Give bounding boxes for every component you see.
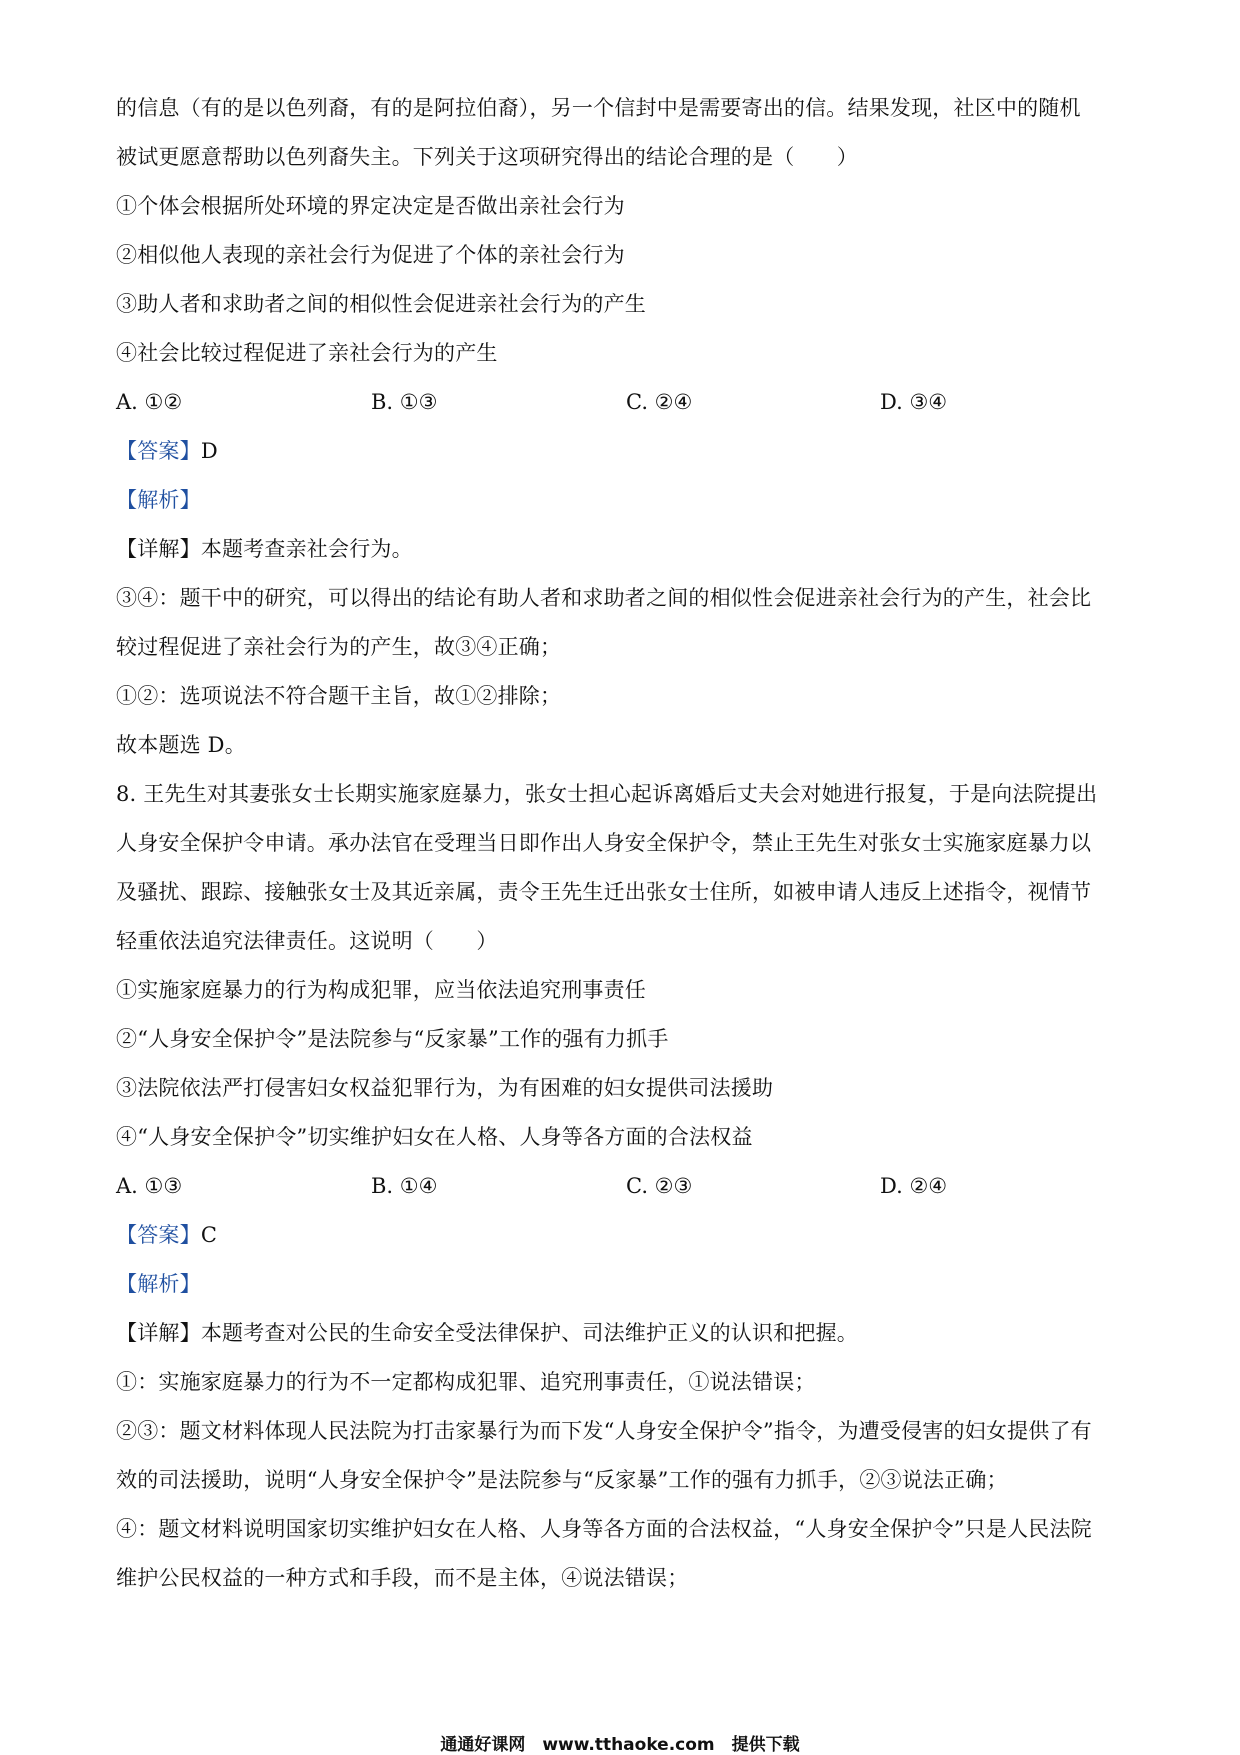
- q7-analysis-tag: 【解析】: [116, 488, 201, 512]
- q7-item-4: ④社会比较过程促进了亲社会行为的产生: [116, 341, 498, 365]
- q8-stem-line-2: 人身安全保护令申请。承办法官在受理当日即作出人身安全保护令，禁止王先生对张女士实施家庭暴力以: [116, 831, 1092, 855]
- q8-detail-text: 本题考查对公民的生命安全受法律保护、司法维护正义的认识和把握。: [200, 1321, 859, 1345]
- q8-stem-line-4: 轻重依法追究法律责任。这说明（ ）: [116, 929, 498, 953]
- q8-item-3: ③法院依法严打侵害妇女权益犯罪行为，为有困难的妇女提供司法援助: [116, 1076, 774, 1100]
- q7-explain-2: 较过程促进了亲社会行为的产生，故③④正确；: [116, 635, 562, 659]
- q7-option-a: A. ①②: [116, 390, 183, 414]
- q7-item-2: ②相似他人表现的亲社会行为促进了个体的亲社会行为: [116, 243, 625, 267]
- q8-detail-tag: 【详解】: [116, 1321, 201, 1345]
- q7-explain-3: ①②：选项说法不符合题干主旨，故①②排除；: [116, 684, 562, 708]
- q7-option-d: D. ③④: [880, 390, 948, 414]
- q8-answer-tag: 【答案】: [116, 1223, 201, 1247]
- q8-option-d: D. ②④: [880, 1174, 948, 1198]
- q8-answer: [116, 1220, 1136, 1250]
- q7-item-1: ①个体会根据所处环境的界定决定是否做出亲社会行为: [116, 194, 625, 218]
- q7-answer: [116, 436, 1136, 466]
- q8-explain-1: ①：实施家庭暴力的行为不一定都构成犯罪、追究刑事责任，①说法错误；: [116, 1370, 816, 1394]
- q7-detail-text: 本题考查亲社会行为。: [200, 537, 413, 561]
- q8-explain-2: ②③：题文材料体现人民法院为打击家暴行为而下发“人身安全保护令”指令，为遭受侵害的妇女提供了有: [116, 1419, 1092, 1443]
- q8-item-2: ②“人身安全保护令”是法院参与“反家暴”工作的强有力抓手: [116, 1027, 669, 1051]
- q7-answer-value: D: [200, 439, 218, 463]
- q8-explain-4: ④：题文材料说明国家切实维护妇女在人格、人身等各方面的合法权益，“人身安全保护令”只是人民法院: [116, 1517, 1092, 1541]
- q7-explain-1: ③④：题干中的研究，可以得出的结论有助人者和求助者之间的相似性会促进亲社会行为的产生，社会比: [116, 586, 1092, 610]
- q7-option-b: B. ①③: [371, 390, 438, 414]
- q8-option-b: B. ①④: [371, 1174, 438, 1198]
- q7-answer-tag: 【答案】: [116, 439, 201, 463]
- q8-stem-line-1: 8. 王先生对其妻张女士长期实施家庭暴力，张女士担心起诉离婚后丈夫会对她进行报复，于是向法院提出: [116, 782, 1098, 806]
- q7-detail-tag: 【详解】: [116, 537, 201, 561]
- page-footer: 通通好课网 www.tthaoke.com 提供下载: [440, 1735, 800, 1755]
- q7-explain-4: 故本题选 D。: [116, 733, 246, 757]
- q8-option-c: C. ②③: [626, 1174, 693, 1198]
- q8-detail: [116, 1318, 1136, 1348]
- q8-explain-3: 效的司法援助，说明“人身安全保护令”是法院参与“反家暴”工作的强有力抓手，②③说法正确；: [116, 1468, 1008, 1492]
- q7-detail: [116, 534, 1136, 564]
- q8-option-a: A. ①③: [116, 1174, 183, 1198]
- q8-item-4: ④“人身安全保护令”切实维护妇女在人格、人身等各方面的合法权益: [116, 1125, 753, 1149]
- q8-analysis-tag: 【解析】: [116, 1272, 201, 1296]
- q8-answer-value: C: [200, 1223, 218, 1247]
- q7-stem-line-1: 的信息（有的是以色列裔，有的是阿拉伯裔），另一个信封中是需要寄出的信。结果发现，社区中的随机: [116, 96, 1081, 120]
- q8-explain-5: 维护公民权益的一种方式和手段，而不是主体，④说法错误；: [116, 1566, 689, 1590]
- q7-option-c: C. ②④: [626, 390, 693, 414]
- q8-item-1: ①实施家庭暴力的行为构成犯罪，应当依法追究刑事责任: [116, 978, 646, 1002]
- q8-stem-line-3: 及骚扰、跟踪、接触张女士及其近亲属，责令王先生迁出张女士住所，如被申请人违反上述指令，视情节: [116, 880, 1092, 904]
- q7-stem-line-2: 被试更愿意帮助以色列裔失主。下列关于这项研究得出的结论合理的是（ ）: [116, 145, 858, 169]
- q7-item-3: ③助人者和求助者之间的相似性会促进亲社会行为的产生: [116, 292, 646, 316]
